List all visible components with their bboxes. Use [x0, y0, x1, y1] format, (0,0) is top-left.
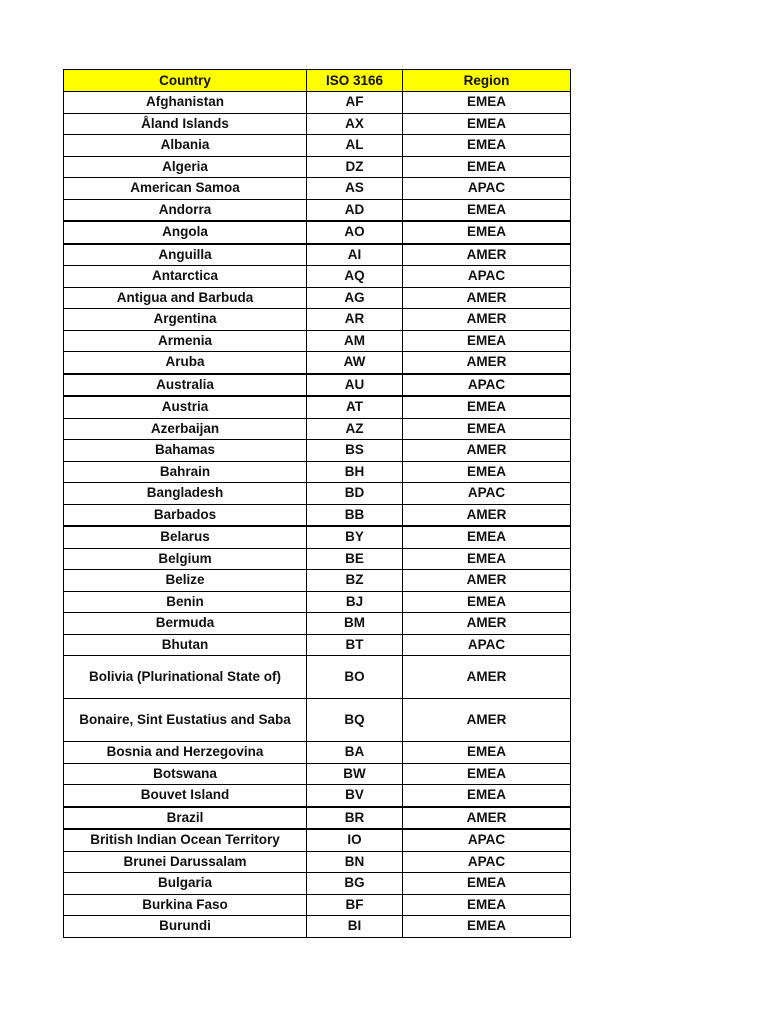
region-cell: EMEA: [403, 156, 571, 178]
country-cell: Albania: [64, 135, 307, 157]
region-cell: EMEA: [403, 785, 571, 807]
region-cell: EMEA: [403, 396, 571, 418]
iso-code-cell: BA: [307, 742, 403, 764]
country-cell: Afghanistan: [64, 92, 307, 114]
iso-code-cell: AI: [307, 244, 403, 266]
country-cell: Armenia: [64, 330, 307, 352]
country-cell: Algeria: [64, 156, 307, 178]
table-row: [64, 656, 571, 699]
country-cell: Bhutan: [64, 634, 307, 656]
iso-code-cell: AL: [307, 135, 403, 157]
iso-code-cell: AQ: [307, 266, 403, 288]
country-cell: Bolivia (Plurinational State of): [64, 656, 307, 699]
iso-code-cell: AD: [307, 199, 403, 221]
table-row: [64, 309, 571, 331]
table-row: [64, 699, 571, 742]
table-row: [64, 440, 571, 462]
table-row: [64, 199, 571, 221]
region-cell: APAC: [403, 266, 571, 288]
iso-code-cell: AX: [307, 113, 403, 135]
table-row: [64, 634, 571, 656]
iso-code-cell: AF: [307, 92, 403, 114]
iso-code-cell: BN: [307, 851, 403, 873]
region-cell: AMER: [403, 352, 571, 374]
country-cell: Botswana: [64, 763, 307, 785]
table-row: [64, 916, 571, 938]
region-cell: EMEA: [403, 873, 571, 895]
region-cell: AMER: [403, 699, 571, 742]
table-row: [64, 461, 571, 483]
region-cell: EMEA: [403, 113, 571, 135]
region-cell: EMEA: [403, 548, 571, 570]
table-row: [64, 266, 571, 288]
country-cell: Antarctica: [64, 266, 307, 288]
table-row: [64, 483, 571, 505]
region-cell: AMER: [403, 570, 571, 592]
country-cell: Bosnia and Herzegovina: [64, 742, 307, 764]
iso-code-cell: BW: [307, 763, 403, 785]
country-cell: Bulgaria: [64, 873, 307, 895]
country-cell: Antigua and Barbuda: [64, 287, 307, 309]
region-cell: AMER: [403, 656, 571, 699]
column-header-iso: ISO 3166: [307, 70, 403, 92]
table-row: [64, 763, 571, 785]
region-cell: EMEA: [403, 92, 571, 114]
country-cell: Australia: [64, 374, 307, 397]
table-row: [64, 330, 571, 352]
region-cell: EMEA: [403, 330, 571, 352]
country-cell: Austria: [64, 396, 307, 418]
country-cell: Bahamas: [64, 440, 307, 462]
region-cell: EMEA: [403, 526, 571, 548]
table-row: [64, 873, 571, 895]
iso-code-cell: BE: [307, 548, 403, 570]
iso-code-cell: BH: [307, 461, 403, 483]
table-row: [64, 287, 571, 309]
iso-code-cell: AG: [307, 287, 403, 309]
iso-code-cell: AS: [307, 178, 403, 200]
region-cell: EMEA: [403, 742, 571, 764]
table-row: [64, 113, 571, 135]
table-row: [64, 244, 571, 266]
country-cell: Azerbaijan: [64, 418, 307, 440]
country-cell: Belize: [64, 570, 307, 592]
iso-code-cell: BB: [307, 504, 403, 526]
iso-code-cell: BI: [307, 916, 403, 938]
region-cell: AMER: [403, 309, 571, 331]
table-row: [64, 807, 571, 830]
iso-code-cell: BJ: [307, 591, 403, 613]
table-row: [64, 352, 571, 374]
table-row: [64, 92, 571, 114]
iso-code-cell: BF: [307, 894, 403, 916]
region-cell: APAC: [403, 374, 571, 397]
table-row: [64, 504, 571, 526]
iso-code-cell: BO: [307, 656, 403, 699]
country-cell: Burundi: [64, 916, 307, 938]
table-row: [64, 851, 571, 873]
region-cell: AMER: [403, 807, 571, 830]
country-cell: Angola: [64, 221, 307, 244]
region-cell: EMEA: [403, 591, 571, 613]
country-region-table: [63, 69, 571, 938]
country-cell: Argentina: [64, 309, 307, 331]
country-cell: Belarus: [64, 526, 307, 548]
country-cell: Anguilla: [64, 244, 307, 266]
iso-code-cell: IO: [307, 829, 403, 851]
region-cell: APAC: [403, 634, 571, 656]
country-cell: Benin: [64, 591, 307, 613]
iso-code-cell: BG: [307, 873, 403, 895]
iso-code-cell: BR: [307, 807, 403, 830]
table-row: [64, 591, 571, 613]
country-cell: Belgium: [64, 548, 307, 570]
country-cell: Bangladesh: [64, 483, 307, 505]
region-cell: AMER: [403, 613, 571, 635]
country-cell: Burkina Faso: [64, 894, 307, 916]
region-cell: EMEA: [403, 221, 571, 244]
country-cell: Åland Islands: [64, 113, 307, 135]
iso-code-cell: AU: [307, 374, 403, 397]
country-cell: Bermuda: [64, 613, 307, 635]
table-row: [64, 418, 571, 440]
region-cell: APAC: [403, 829, 571, 851]
table-row: [64, 548, 571, 570]
region-cell: APAC: [403, 851, 571, 873]
iso-code-cell: BY: [307, 526, 403, 548]
region-cell: EMEA: [403, 418, 571, 440]
country-cell: Bahrain: [64, 461, 307, 483]
table-row: [64, 894, 571, 916]
iso-code-cell: AM: [307, 330, 403, 352]
country-cell: British Indian Ocean Territory: [64, 829, 307, 851]
table-row: [64, 178, 571, 200]
region-cell: EMEA: [403, 763, 571, 785]
region-cell: AMER: [403, 504, 571, 526]
iso-code-cell: BS: [307, 440, 403, 462]
region-cell: AMER: [403, 440, 571, 462]
iso-code-cell: AT: [307, 396, 403, 418]
iso-code-cell: DZ: [307, 156, 403, 178]
table-row: [64, 742, 571, 764]
table-row: [64, 613, 571, 635]
region-cell: EMEA: [403, 199, 571, 221]
region-cell: EMEA: [403, 894, 571, 916]
iso-code-cell: BQ: [307, 699, 403, 742]
country-cell: Bonaire, Sint Eustatius and Saba: [64, 699, 307, 742]
iso-code-cell: BV: [307, 785, 403, 807]
iso-code-cell: BM: [307, 613, 403, 635]
region-cell: EMEA: [403, 135, 571, 157]
table-row: [64, 396, 571, 418]
region-cell: APAC: [403, 483, 571, 505]
table-row: [64, 526, 571, 548]
region-cell: APAC: [403, 178, 571, 200]
iso-code-cell: BZ: [307, 570, 403, 592]
country-cell: Brazil: [64, 807, 307, 830]
country-cell: Aruba: [64, 352, 307, 374]
table-row: [64, 570, 571, 592]
table-row: [64, 785, 571, 807]
region-cell: AMER: [403, 287, 571, 309]
table-row: [64, 829, 571, 851]
column-header-country: Country: [64, 70, 307, 92]
country-cell: Brunei Darussalam: [64, 851, 307, 873]
country-cell: Barbados: [64, 504, 307, 526]
table-body: [64, 92, 571, 938]
iso-code-cell: BD: [307, 483, 403, 505]
country-cell: Andorra: [64, 199, 307, 221]
region-cell: EMEA: [403, 916, 571, 938]
country-cell: American Samoa: [64, 178, 307, 200]
country-cell: Bouvet Island: [64, 785, 307, 807]
iso-code-cell: AW: [307, 352, 403, 374]
table-row: [64, 221, 571, 244]
iso-code-cell: AR: [307, 309, 403, 331]
table-row: [64, 135, 571, 157]
iso-code-cell: AO: [307, 221, 403, 244]
region-cell: EMEA: [403, 461, 571, 483]
iso-code-cell: AZ: [307, 418, 403, 440]
region-cell: AMER: [403, 244, 571, 266]
table-row: [64, 374, 571, 397]
iso-code-cell: BT: [307, 634, 403, 656]
column-header-region: Region: [403, 70, 571, 92]
table-row: [64, 156, 571, 178]
header-row: [64, 70, 571, 92]
